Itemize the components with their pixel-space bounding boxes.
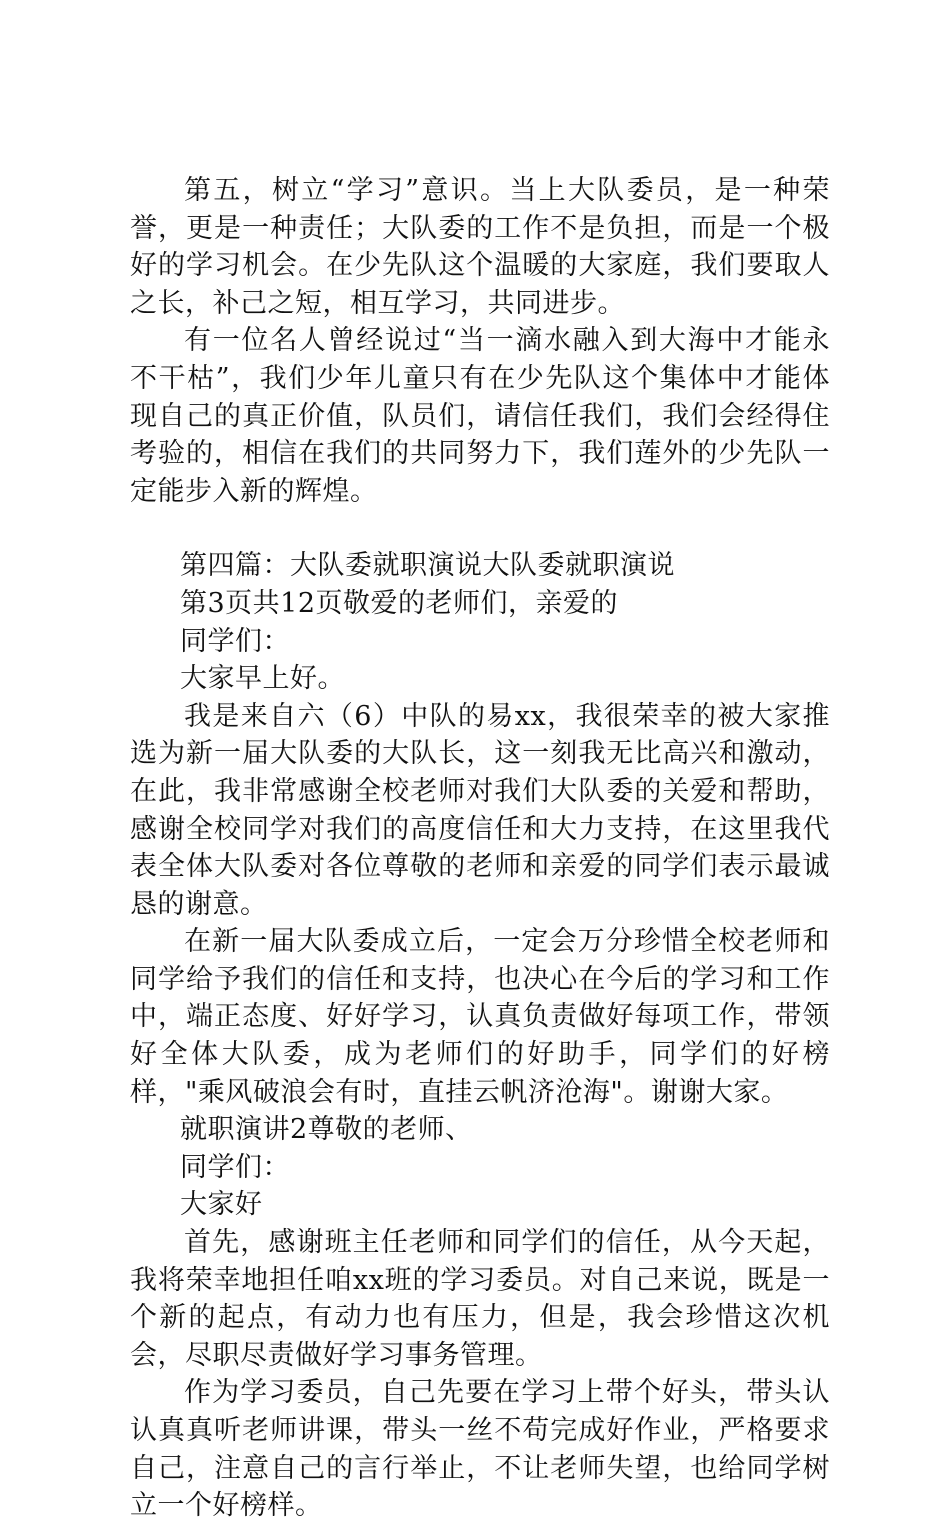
paragraph-study-committee: 作为学习委员，自己先要在学习上带个好头，带头认认真真听老师讲课，带头一丝不苟完成好作业，严格要求自己，注意自己的言行举止，不让老师失望，也给同学树立一个好榜样。 (130, 1377, 830, 1522)
paragraph-famous-quote: 有一位名人曾经说过“当一滴水融入到大海中才能永不干枯”，我们少年儿童只有在少先队这个集体中才能体现自己的真正价值，队员们，请信任我们，我们会经得住考验的，相信在我们的共同努力下，我们莲外的少先队一定能步入新的辉煌。 (130, 325, 830, 507)
section-title: 第四篇：大队委就职演说大队委就职演说 (180, 550, 675, 582)
paragraph-commitment: 在新一届大队委成立后，一定会万分珍惜全校老师和同学给予我们的信任和支持，也决心在今后的学习和工作中，端正态度、好好学习，认真负责做好每项工作，带领好全体大队委，成为老师们的好助手，同学们的好榜样，"乘风破浪会有时，直挂云帆济沧海"。谢谢大家。 (130, 926, 830, 1108)
greeting-students: 同学们： (180, 625, 290, 657)
page-number-line: 第3页共12页敬爱的老师们，亲爱的 (180, 587, 619, 619)
paragraph-fifth-point: 第五，树立“学习”意识。当上大队委员，是一种荣誉，更是一种责任；大队委的工作不是负担，而是一个极好的学习机会。在少先队这个温暖的大家庭，我们要取人之长，补己之短，相互学习，共同进步。 (130, 175, 830, 319)
greeting-hello: 大家好 (180, 1189, 263, 1221)
greeting-students-2: 同学们： (180, 1151, 290, 1183)
greeting-good-morning: 大家早上好。 (180, 663, 345, 695)
section-gap (130, 510, 830, 547)
speech2-title: 就职演讲2尊敬的老师、 (180, 1114, 473, 1146)
paragraph-introduction: 我是来自六（6）中队的易xx，我很荣幸的被大家推选为新一届大队委的大队长，这一刻我无比高兴和激动，在此，我非常感谢全校老师对我们大队委的关爱和帮助，感谢全校同学对我们的高度信任和大力支持，在这里我代表全体大队委对各位尊敬的老师和亲爱的同学们表示最诚恳的谢意。 (130, 700, 830, 920)
document-page (130, 172, 830, 1525)
paragraph-thanks: 首先，感谢班主任老师和同学们的信任，从今天起，我将荣幸地担任咱xx班的学习委员。对自己来说，既是一个新的起点，有动力也有压力，但是，我会珍惜这次机会，尽职尽责做好学习事务管理。 (130, 1227, 830, 1371)
